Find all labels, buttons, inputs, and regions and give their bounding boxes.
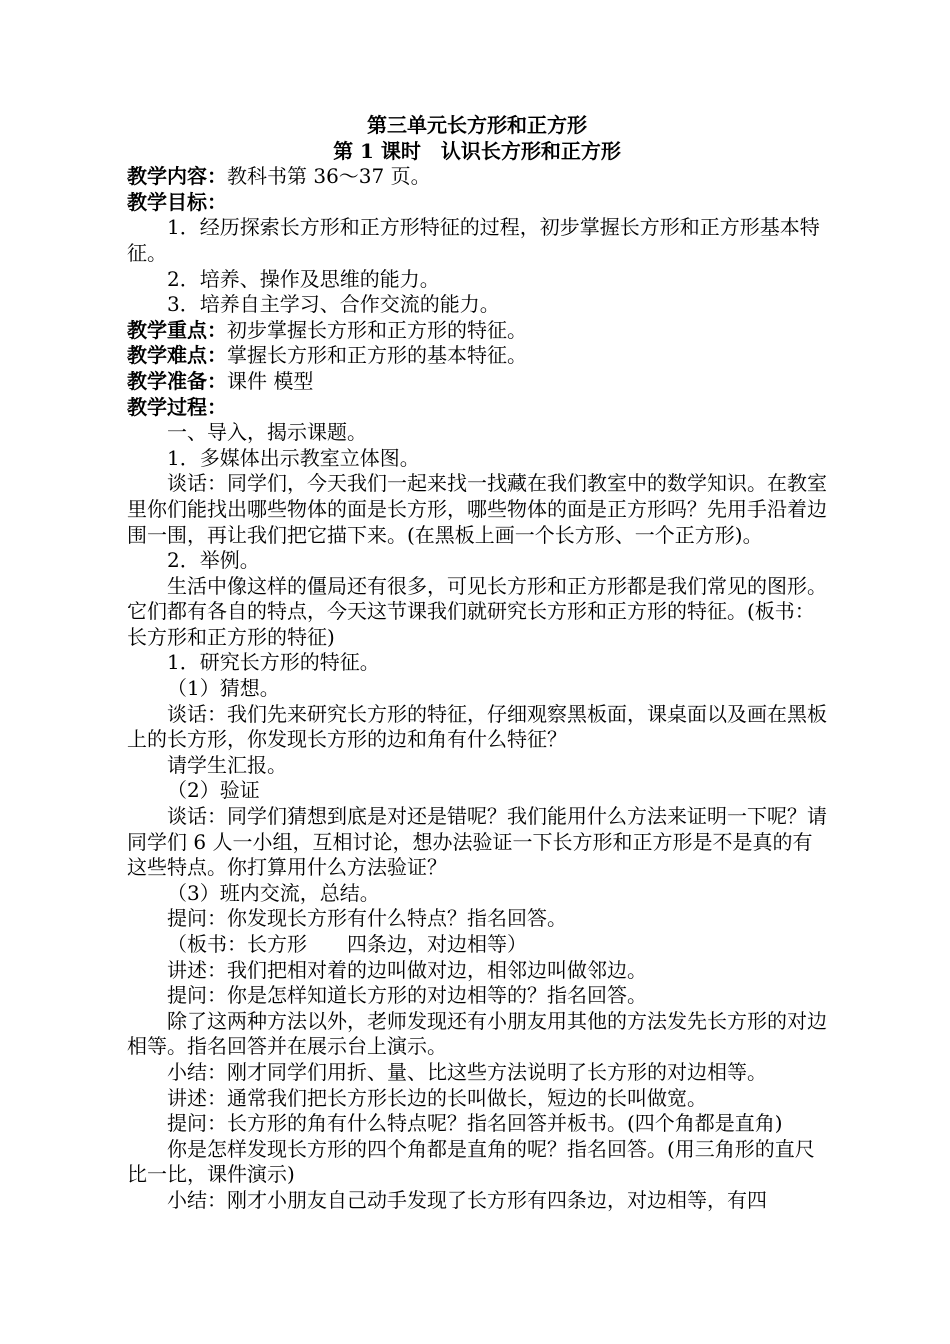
paragraph: 讲述：我们把相对着的边叫做对边，相邻边叫做邻边。 <box>167 957 647 982</box>
paragraph: （3）班内交流，总结。 <box>167 880 380 905</box>
unit-title: 第三单元长方形和正方形 <box>367 113 587 137</box>
paragraph: 你是怎样发现长方形的四个角都是直角的呢？指名回答。(用三角形的直尺比一比，课件演示) <box>127 1136 815 1187</box>
key-value: 初步掌握长方形和正方形的特征。 <box>227 317 527 342</box>
paragraph: 谈话：同学们，今天我们一起来找一找藏在我们教室中的数学知识。在教室里你们能找出哪些物体的面是长方形，哪些物体的面是正方形吗？先用手沿着边围一围，再让我们把它描下来。(在黑板上画一个长方形、一个正方形)。 <box>127 471 827 547</box>
goal-1: 1．经历探索长方形和正方形特征的过程，初步掌握长方形和正方形基本特征。 <box>127 215 820 265</box>
paragraph: （2）验证 <box>167 778 260 803</box>
paragraph: 小结：刚才同学们用折、量、比这些方法说明了长方形的对边相等。 <box>167 1059 767 1084</box>
document-body <box>127 113 827 1214</box>
prep-label: 教学准备： <box>127 368 227 393</box>
goals-label: 教学目标： <box>127 189 227 214</box>
content-value: 教科书第 36～37 页。 <box>227 164 431 189</box>
paragraph: 谈话：我们先来研究长方形的特征，仔细观察黑板面，课桌面以及画在黑板上的长方形，你发现长方形的边和角有什么特征？ <box>127 701 827 752</box>
paragraph: 请学生汇报。 <box>167 752 287 777</box>
teaching-difficulty <box>127 343 827 369</box>
teaching-content <box>127 164 827 190</box>
process-label: 教学过程： <box>127 394 227 419</box>
paragraph: 1．研究长方形的特征。 <box>167 650 380 675</box>
difficulty-label: 教学难点： <box>127 343 227 368</box>
content-label: 教学内容： <box>127 164 227 189</box>
prep-value: 课件 模型 <box>227 368 314 393</box>
difficulty-value: 掌握长方形和正方形的基本特征。 <box>227 343 527 368</box>
lesson-title: 第 1 课时 认识长方形和正方形 <box>333 138 621 163</box>
paragraph: 2．举例。 <box>167 548 260 573</box>
paragraph: 除了这两种方法以外，老师发现还有小朋友用其他的方法发先长方形的对边相等。指名回答并在展示台上演示。 <box>127 1008 827 1059</box>
goal-3: 3．培养自主学习、合作交流的能力。 <box>167 292 500 317</box>
paragraph: 1．多媒体出示教室立体图。 <box>167 445 420 470</box>
paragraph: 提问：长方形的角有什么特点呢？指名回答并板书。(四个角都是直角) <box>167 1111 783 1136</box>
paragraph: 生活中像这样的僵局还有很多，可见长方形和正方形都是我们常见的图形。它们都有各自的特点，今天这节课我们就研究长方形和正方形的特征。(板书：长方形和正方形的特征) <box>127 573 827 649</box>
paragraph: 一、导入，揭示课题。 <box>167 420 367 445</box>
paragraph: 讲述：通常我们把长方形长边的长叫做长，短边的长叫做宽。 <box>167 1085 707 1110</box>
teaching-key <box>127 318 827 344</box>
goal-2: 2．培养、操作及思维的能力。 <box>167 266 440 291</box>
teaching-prep <box>127 369 827 395</box>
paragraph: 谈话：同学们猜想到底是对还是错呢？我们能用什么方法来证明一下呢？请同学们 6 人一小组，互相讨论，想办法验证一下长方形和正方形是不是真的有这些特点。你打算用什么方法验证？ <box>127 804 827 880</box>
paragraph: 提问：你发现长方形有什么特点？指名回答。 <box>167 906 567 931</box>
key-label: 教学重点： <box>127 317 227 342</box>
paragraph: （1）猜想。 <box>167 676 280 701</box>
paragraph: 小结：刚才小朋友自己动手发现了长方形有四条边，对边相等，有四 <box>167 1187 767 1212</box>
paragraph: 提问：你是怎样知道长方形的对边相等的？指名回答。 <box>167 983 647 1008</box>
paragraph: （板书：长方形 四条边，对边相等） <box>167 932 527 956</box>
